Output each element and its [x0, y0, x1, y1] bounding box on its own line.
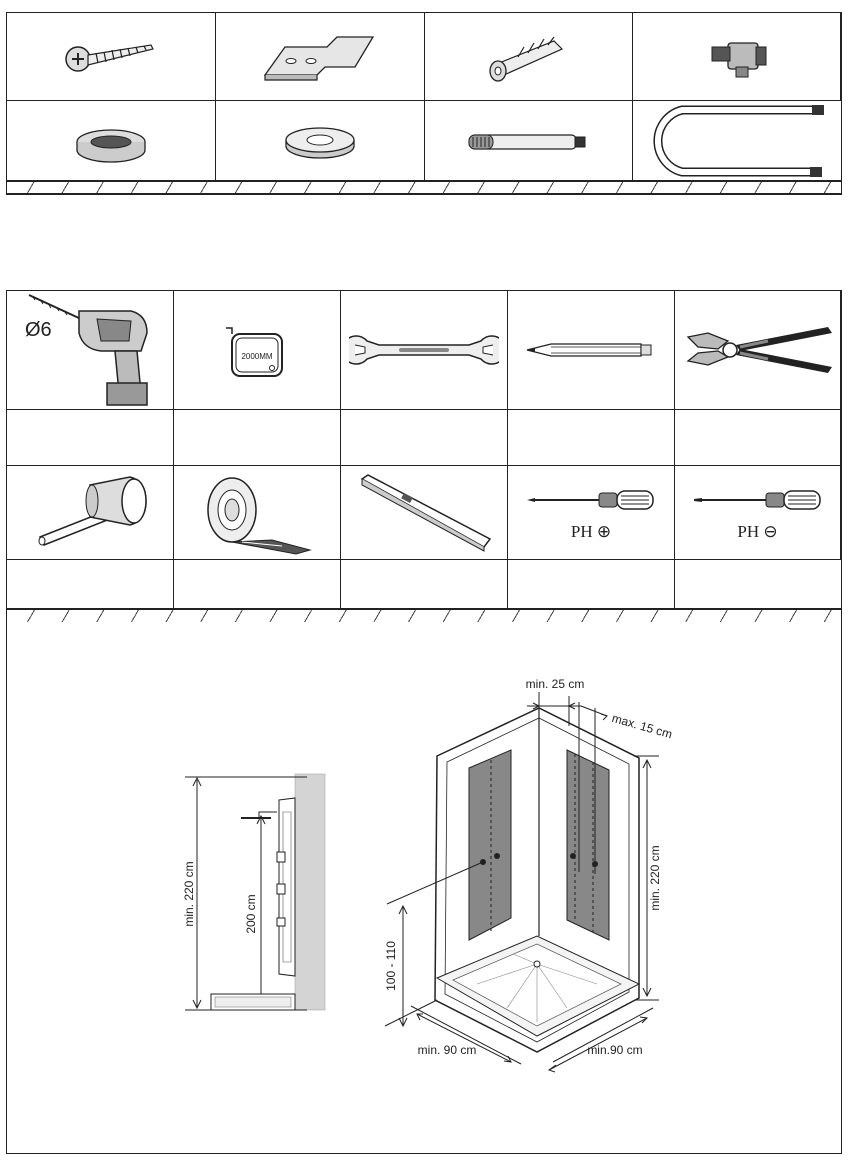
width-right-label: min.90 cm — [587, 1043, 643, 1057]
side-view — [182, 774, 325, 1010]
top-gap-label: min. 25 cm — [525, 677, 585, 691]
tool-cell — [341, 466, 508, 560]
installation-diagram-panel — [6, 622, 842, 1154]
tools-panel — [6, 290, 842, 624]
tool-blank-cell — [341, 410, 508, 466]
shower-holder-icon — [692, 27, 782, 87]
part-cell — [633, 13, 841, 101]
ribbed-washer-icon — [66, 116, 156, 166]
tool-cell — [7, 466, 174, 560]
part-cell — [425, 101, 633, 181]
hand-shower-icon — [459, 121, 599, 161]
flat-washer-icon — [275, 116, 365, 166]
part-cell — [216, 101, 425, 181]
tool-cell — [508, 466, 675, 560]
pencil-icon — [521, 335, 661, 365]
part-cell — [425, 13, 633, 101]
right-height-label: min. 220 cm — [648, 845, 662, 911]
ph-plus-label: PH ⊕ — [570, 521, 612, 541]
tool-blank-cell — [675, 410, 841, 466]
tool-cell — [675, 466, 841, 560]
drill-icon — [11, 293, 171, 409]
tool-blank-cell — [508, 560, 675, 609]
tool-blank-cell — [508, 410, 675, 466]
pipe-height-label: 100 - 110 — [384, 941, 398, 991]
spirit-level-icon — [354, 473, 494, 553]
tool-cell — [174, 291, 341, 410]
wall-plug-icon — [474, 27, 584, 87]
floor-hatch — [7, 181, 841, 194]
inner-height-label: 200 cm — [244, 894, 258, 934]
part-cell — [216, 13, 425, 101]
drill-size-label: Ø6 — [25, 319, 52, 341]
side-height-label: min. 220 cm — [182, 861, 196, 927]
ph-minus-label: PH ⊖ — [737, 521, 778, 541]
mallet-icon — [20, 473, 160, 553]
tool-cell — [174, 466, 341, 560]
tool-blank-cell — [675, 560, 841, 609]
tool-blank-cell — [174, 560, 341, 609]
tool-cell — [341, 291, 508, 410]
part-cell — [7, 101, 216, 181]
part-cell — [633, 101, 841, 181]
tool-cell — [7, 291, 174, 410]
wrench-icon — [349, 325, 499, 375]
tool-cell — [508, 291, 675, 410]
part-cell — [7, 13, 216, 101]
floor-hatch — [7, 609, 841, 623]
tape-measure-icon — [222, 320, 292, 380]
bracket-icon — [255, 27, 385, 87]
shower-hose-icon — [642, 102, 832, 180]
flat-screwdriver-icon — [688, 484, 828, 514]
depth-gap-label: max. 15 cm — [610, 710, 674, 742]
tool-blank-cell — [174, 410, 341, 466]
sealing-tape-icon — [192, 470, 322, 556]
screw-icon — [56, 27, 166, 87]
tape-label: 2000MM — [241, 352, 273, 361]
tool-blank-cell — [7, 560, 174, 609]
tool-cell — [675, 291, 841, 410]
parts-panel — [6, 12, 842, 195]
tool-blank-cell — [341, 560, 508, 609]
installation-diagram — [7, 622, 841, 1152]
tool-blank-cell — [7, 410, 174, 466]
pliers-icon — [678, 315, 838, 385]
width-left-label: min. 90 cm — [417, 1043, 477, 1057]
parts-grid — [7, 13, 841, 181]
tools-grid — [7, 291, 841, 609]
phillips-screwdriver-icon — [521, 484, 661, 514]
perspective-view — [384, 677, 674, 1072]
